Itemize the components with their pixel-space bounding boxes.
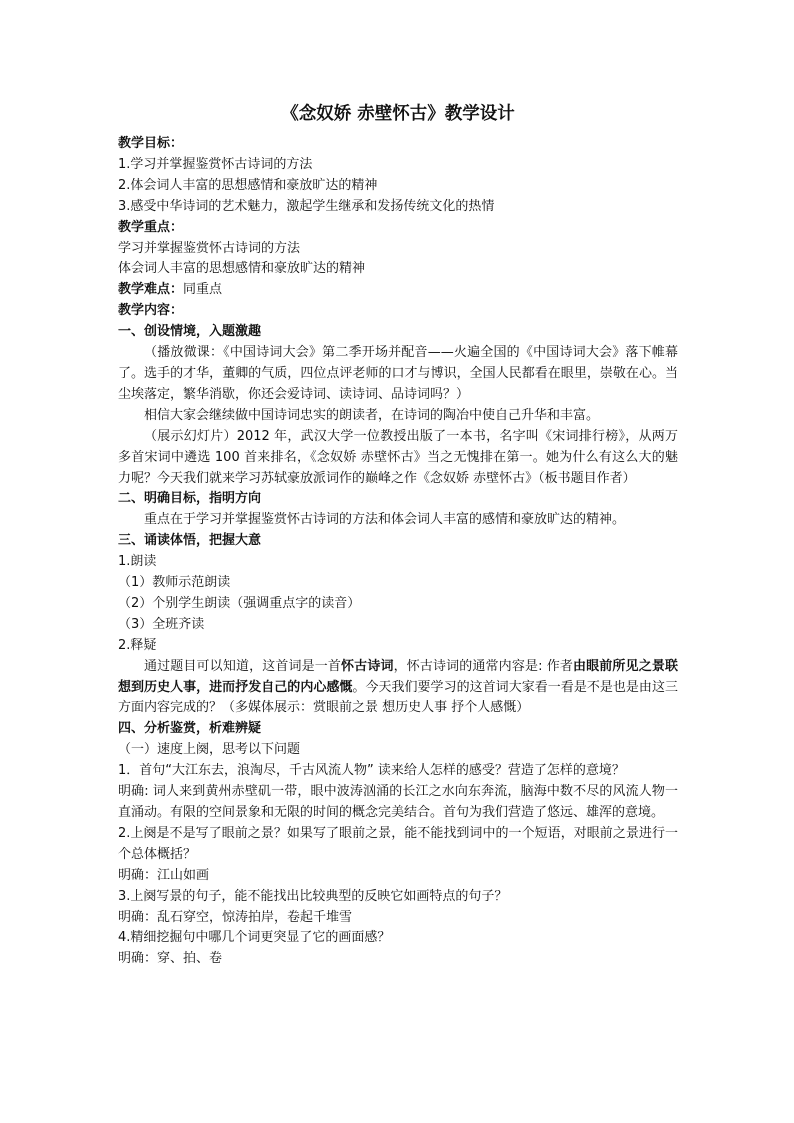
content-heading: 教学内容： <box>118 303 184 319</box>
key-points-heading: 教学重点： <box>118 219 184 235</box>
objective-item: 3.感受中华诗词的艺术魅力，激起学生继承和发扬传统文化的热情 <box>118 198 495 214</box>
explain-text: ，怀古诗词的通常内容是: 作者 <box>393 658 574 674</box>
question: 2.上阕是不是写了眼前之景？如果写了眼前之景，能不能找到词中的一个短语，对眼前之景进行一个总体概括？ <box>118 825 678 862</box>
read-item: （2）个别学生朗读（强调重点字的读音） <box>118 595 361 611</box>
difficulty-heading: 教学难点： <box>118 282 184 298</box>
explain-paragraph <box>118 657 678 720</box>
section1-paragraph: （播放微课：《中国诗词大会》第二季开场并配音——火遍全国的《中国诗词大会》落下帷幕了。选手的才华，董卿的气质，四位点评老师的口才与博识，全国人民都看在眼里，崇敬在心。当尘埃落定，繁华消歇，你还会爱诗词、读诗词、品诗词吗？） <box>118 345 678 402</box>
section1-paragraph: （展示幻灯片）2012 年，武汉大学一位教授出版了一本书，名字叫《宋词排行榜》，从两万多首宋词中遴选 100 首来排名，《念奴娇 赤壁怀古》当之无愧排在第一。她为什么有这么大的魅力呢？今天我们就来学习苏轼豪放派词作的巅峰之作《念奴娇 赤壁怀古》（板书题目作者） <box>118 428 678 486</box>
key-point-item: 学习并掌握鉴赏怀古诗词的方法 <box>118 240 301 256</box>
difficulty-text: 同重点 <box>183 282 223 298</box>
objective-item: 2.体会词人丰富的思想感情和豪放旷达的精神 <box>118 177 378 193</box>
question: 1．首句“大江东去，浪淘尽，千古风流人物” 读来给人怎样的感受？营造了怎样的意境？ <box>118 763 625 779</box>
question: 4.精细挖掘句中哪几个词更突显了它的画面感？ <box>118 930 391 946</box>
answer: 明确: 词人来到黄州赤壁矶一带，眼中波涛汹涌的长江之水向东奔流，脑海中数不尽的风流人物一直涌动。有限的空间景象和无限的时间的概念完美结合。首句为我们营造了悠远、雄浑的意境。 <box>118 784 678 820</box>
answer: 明确：江山如画 <box>118 867 210 883</box>
read-item: （3）全班齐读 <box>118 616 205 632</box>
explain-text: 。今天我们要学习的这首词大家看一看是不是也是由这三方面内容完成的？（多媒体展示：赏眼前之景 想历史人事 抒个人感慨） <box>118 679 678 716</box>
explain-emphasis: 怀古诗词 <box>341 658 394 674</box>
lesson-plan-document <box>118 100 678 970</box>
question: 3.上阕写景的句子，能不能找出比较典型的反映它如画特点的句子？ <box>118 888 508 904</box>
section2-paragraph: 重点在于学习并掌握鉴赏怀古诗词的方法和体会词人丰富的感情和豪放旷达的精神。 <box>144 512 626 528</box>
section2-heading: 二、明确目标，指明方向 <box>118 491 262 507</box>
explain-text: 通过题目可以知道，这首词是一首 <box>144 658 342 674</box>
document-title: 《念奴娇 赤壁怀古》教学设计 <box>281 104 515 124</box>
section4-heading: 四、分析鉴赏，析难辨疑 <box>118 721 262 737</box>
key-point-item: 体会词人丰富的思想感情和豪放旷达的精神 <box>118 261 366 277</box>
read-label: 1.朗读 <box>118 554 157 570</box>
objective-item: 1.学习并掌握鉴赏怀古诗词的方法 <box>118 156 313 172</box>
section1-heading: 一、创设情境，入题激趣 <box>118 324 262 340</box>
answer: 明确：乱石穿空，惊涛拍岸，卷起千堆雪 <box>118 909 353 925</box>
objectives-heading: 教学目标： <box>118 136 184 151</box>
section3-heading: 三、诵读体悟，把握大意 <box>118 533 262 549</box>
answer: 明确：穿、拍、卷 <box>118 951 223 967</box>
read-item: （1）教师示范朗读 <box>118 575 231 591</box>
explain-label: 2.释疑 <box>118 637 157 653</box>
difficulty-line <box>118 280 678 301</box>
section1-paragraph: 相信大家会继续做中国诗词忠实的朗读者，在诗词的陶冶中使自己升华和丰富。 <box>144 407 600 423</box>
section4-subheading: （一）速度上阕，思考以下问题 <box>118 742 301 758</box>
explain-emphasis: 由眼前所见之景联想到历史人事，进而抒发自己的内心感慨 <box>118 658 678 695</box>
